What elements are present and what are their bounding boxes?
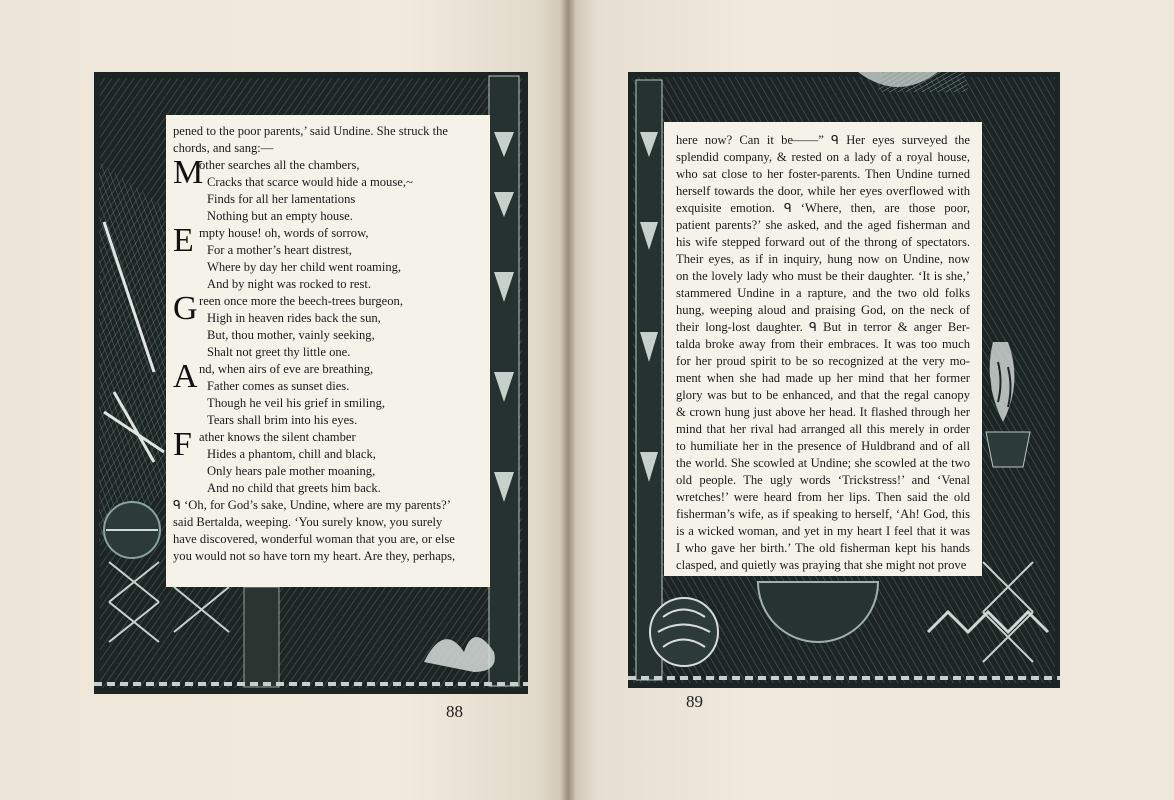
- verse-line: ather knows the silent chamber: [199, 430, 356, 444]
- prose-line: mind that her rival had arranged all this merely in order: [676, 422, 970, 436]
- prose-line: the world. She scowled at Undine; she scowled at the two: [676, 456, 970, 470]
- prose-line: for her proud spirit to be so recognized at the very mo-: [676, 354, 970, 368]
- prose-line: fisherman’s wife, as if speaking to herself, ‘Ah! God, this: [676, 507, 970, 521]
- stanza-2: [173, 222, 482, 293]
- prose-line: & crown hung just above her head. It flashed through her: [676, 405, 970, 419]
- verse-line: But, thou mother, vainly seeking,: [207, 328, 375, 342]
- verse-line: Tears shall brim into his eyes.: [207, 413, 358, 427]
- prose-line: here now? Can it be——” ᑫ Her eyes surveyed the: [676, 133, 970, 147]
- opening-line-1: pened to the poor parents,’ said Undine. She struck the: [173, 124, 449, 138]
- stanza-3: [173, 290, 482, 361]
- prose-line: who sat close to her foster-parents. Then Undine turned: [676, 167, 970, 181]
- verse-line: Cracks that scarce would hide a mouse,~: [207, 175, 413, 189]
- drop-cap-g: G: [173, 290, 198, 327]
- right-prose: [676, 132, 970, 574]
- verse-line: Father comes as sunset dies.: [207, 379, 350, 393]
- verse-line: Finds for all her lamentations: [207, 192, 356, 206]
- prose-line: is a wicked woman, and yet in my heart I feel that it was: [676, 524, 970, 538]
- verse-line: Only hears pale mother moaning,: [207, 464, 376, 478]
- drop-cap-a: A: [173, 358, 198, 395]
- drop-cap-f: F: [173, 426, 192, 463]
- drop-cap-e: E: [173, 222, 194, 259]
- closing-line-1: ᑫ ‘Oh, for God’s sake, Undine, where are my parents?’: [173, 498, 451, 512]
- prose-line: Their eyes, as if in inquiry, hung now on Undine, now: [676, 252, 970, 266]
- verse-line: Hides a phantom, chill and black,: [207, 447, 376, 461]
- verse-line: Shalt not greet thy little one.: [207, 345, 351, 359]
- prose-line: clasped, and quietly was praying that she might not prove: [676, 558, 967, 572]
- verse-line: mpty house! oh, words of sorrow,: [199, 226, 369, 240]
- stanza-4: [173, 358, 482, 429]
- left-text-panel: [166, 115, 490, 587]
- closing-line-2: said Bertalda, weeping. ‘You surely know, you surely: [173, 515, 443, 529]
- prose-line: stammered Undine in a rapture, and the two old folks: [676, 286, 970, 300]
- page-number-right: 89: [686, 692, 703, 711]
- prose-line: hung, weeping aloud and praising God, on the neck of: [676, 303, 970, 317]
- prose-line: to humiliate her in the presence of Huldbrand and of all: [676, 439, 970, 453]
- prose-line: on the lovely lady who must be their daughter. ‘It is she,’: [676, 269, 970, 283]
- prose-line: their long-lost daughter. ᑫ But in terror & anger Ber-: [676, 320, 970, 334]
- prose-line: glory was but to be enhanced, and that the regal canopy: [676, 388, 970, 402]
- verse-line: Where by day her child went roaming,: [207, 260, 402, 274]
- prose-line: ment when she had made up her mind that her former: [676, 371, 970, 385]
- page-number-left: 88: [446, 702, 463, 721]
- prose-line: patient parents?’ she asked, and the aged fisherman and: [676, 218, 970, 232]
- prose-line: old people. The ugly words ‘Trickstress!’ and ‘Venal: [676, 473, 970, 487]
- prose-line: wretches!’ were heard from her lips. Then said the old: [676, 490, 970, 504]
- verse-line: reen once more the beech-trees burgeon,: [199, 294, 403, 308]
- verse-line: And no child that greets him back.: [207, 481, 381, 495]
- drop-cap-m: M: [173, 154, 204, 191]
- prose-line: talda broke away from their embraces. It was too much: [676, 337, 970, 351]
- prose-line: exquisite emotion. ᑫ ‘Where, then, are those poor,: [676, 201, 970, 215]
- book-gutter: [560, 0, 576, 800]
- verse-line: other searches all the chambers,: [199, 158, 360, 172]
- prose-line: herself towards the door, while her eyes overflowed with: [676, 184, 970, 198]
- prose-line: his wife stepped forward out of the throng of spectators.: [676, 235, 970, 249]
- closing-line-3: have discovered, wonderful woman that you are, or else: [173, 532, 455, 546]
- right-text-panel: [664, 122, 982, 576]
- verse-line: Though he veil his grief in smiling,: [207, 396, 386, 410]
- verse-line: Nothing but an empty house.: [207, 209, 353, 223]
- opening-line-2: chords, and sang:—: [173, 141, 274, 155]
- prose-line: I who gave her birth.’ The old fisherman kept his hands: [676, 541, 970, 555]
- verse-line: And by night was rocked to rest.: [207, 277, 372, 291]
- stanza-5: [173, 426, 482, 497]
- verse-line: nd, when airs of eve are breathing,: [199, 362, 374, 376]
- verse-line: For a mother’s heart distrest,: [207, 243, 352, 257]
- verse-line: High in heaven rides back the sun,: [207, 311, 381, 325]
- prose-line: splendid company, & rested on a lady of a royal house,: [676, 150, 970, 164]
- stanza-1: [173, 154, 482, 225]
- closing-line-4: you would not so have torn my heart. Are they, perhaps,: [173, 549, 456, 563]
